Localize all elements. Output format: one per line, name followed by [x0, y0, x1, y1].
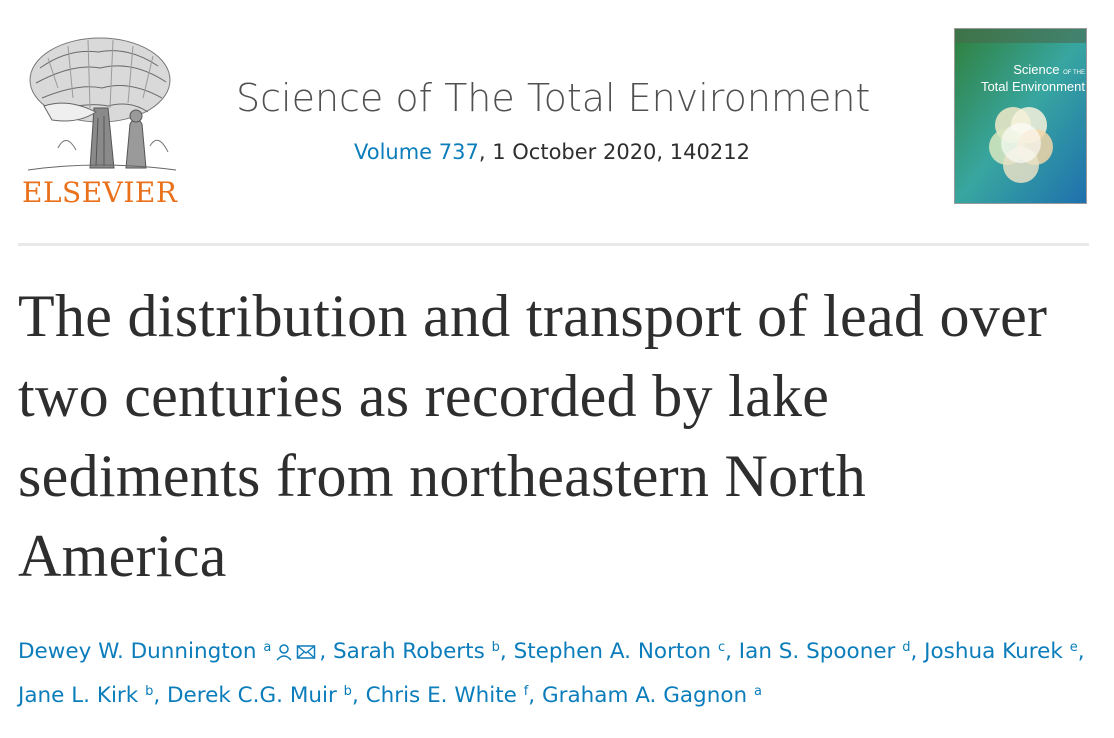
author-separator: , — [351, 683, 366, 708]
affiliation-marker[interactable]: b — [343, 684, 352, 699]
author-list — [18, 630, 1098, 718]
journal-cover-thumbnail[interactable] — [954, 28, 1087, 204]
affiliation-marker[interactable]: a — [753, 684, 762, 699]
affiliation-marker[interactable]: a — [263, 640, 272, 655]
author-link[interactable] — [514, 639, 726, 664]
author-separator: , — [499, 639, 514, 664]
author-link[interactable] — [18, 683, 153, 708]
article-title: The distribution and transport of lead over two centuries as recorded by lake sediments from northeastern North America — [18, 283, 1048, 589]
author-name[interactable]: Graham A. Gagnon — [541, 683, 748, 708]
author-separator: , — [528, 683, 542, 708]
header-divider — [18, 243, 1089, 246]
author-separator: , — [153, 683, 167, 708]
affiliation-marker[interactable]: c — [717, 640, 726, 655]
publisher-wordmark: ELSEVIER — [22, 176, 178, 209]
issue-details: , 1 October 2020, 140212 — [478, 140, 750, 164]
author-link[interactable] — [366, 683, 529, 708]
author-name[interactable]: Jane L. Kirk — [18, 683, 139, 708]
author-separator: , — [910, 639, 925, 664]
author-name[interactable]: Ian S. Spooner — [738, 639, 896, 664]
tree-icon — [18, 28, 183, 178]
envelope-icon[interactable] — [296, 639, 316, 664]
author-link[interactable] — [924, 639, 1078, 664]
author-name[interactable]: Dewey W. Dunnington — [18, 639, 257, 664]
author-separator: , — [1077, 639, 1085, 664]
author-link[interactable] — [167, 683, 352, 708]
author-link[interactable] — [739, 639, 911, 664]
person-icon[interactable] — [275, 639, 293, 664]
author-link[interactable] — [333, 639, 500, 664]
author-link[interactable] — [18, 639, 319, 664]
cover-art-icon — [955, 29, 1087, 204]
article-header — [0, 0, 1114, 245]
affiliation-marker[interactable]: f — [523, 684, 529, 699]
affiliation-marker[interactable]: b — [145, 684, 154, 699]
author-name[interactable]: Stephen A. Norton — [513, 639, 712, 664]
volume-link[interactable]: Volume 737 — [354, 140, 479, 164]
author-name[interactable]: Derek C.G. Muir — [167, 683, 337, 708]
journal-title[interactable]: Science of The Total Environment — [236, 76, 871, 120]
author-link[interactable] — [542, 683, 762, 708]
issue-line — [354, 140, 750, 164]
author-separator: , — [319, 639, 333, 664]
affiliation-marker[interactable]: e — [1069, 640, 1078, 655]
author-name[interactable]: Chris E. White — [365, 683, 517, 708]
author-name[interactable]: Sarah Roberts — [333, 639, 485, 664]
author-separator: , — [725, 639, 739, 664]
affiliation-marker[interactable]: b — [491, 640, 500, 655]
affiliation-marker[interactable]: d — [902, 640, 911, 655]
author-name[interactable]: Joshua Kurek — [924, 639, 1063, 664]
cover-title: Science OF THE Total Environment — [980, 62, 1085, 94]
elsevier-logo[interactable] — [18, 28, 183, 210]
